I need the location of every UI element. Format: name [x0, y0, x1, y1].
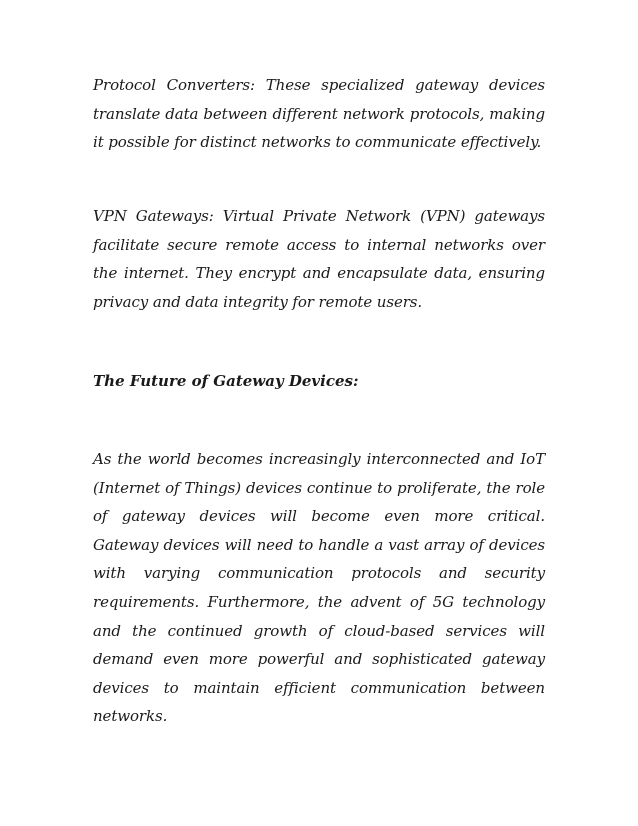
paragraph-vpn-gateways: VPN Gateways: Virtual Private Network (VPN) gateways facilitate secure remote access to internal networks over the internet. They encrypt and encapsulate data, ensuring privacy and data integrity for remote users.: [93, 207, 545, 311]
section-heading: The Future of Gateway Devices:: [93, 372, 359, 390]
paragraph-future-of-gateways: As the world becomes increasingly interconnected and IoT (Internet of Things) devices continue to proliferate, the role of gateway devices will become even more critical. Gateway devices will need to handle a vast array of devices with varying communication protocols and security requirements. Furthermore, the advent of 5G technology and the continued growth of cloud-based services will demand even more powerful and sophisticated gateway devices to maintain efficient communication between networks.: [93, 450, 545, 726]
paragraph-protocol-converters: Protocol Converters: These specialized gateway devices translate data between different network protocols, making it possible for distinct networks to communicate effectively.: [93, 76, 545, 152]
